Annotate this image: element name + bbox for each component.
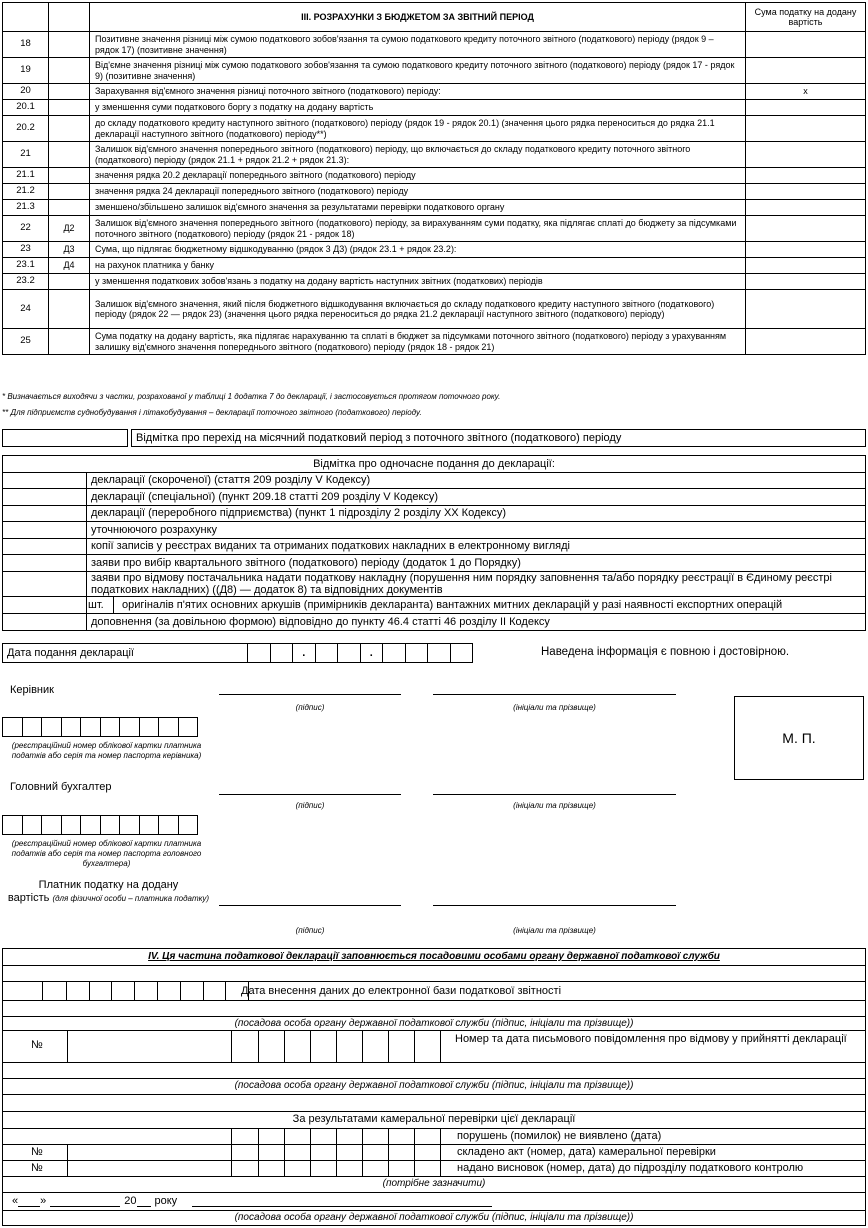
section3-table bbox=[2, 2, 866, 355]
row-sum-value[interactable] bbox=[746, 329, 866, 355]
row-number: 20 bbox=[3, 84, 49, 100]
divider bbox=[3, 1062, 865, 1063]
attachment-label: декларації (скороченої) (стаття 209 розділу V Кодексу) bbox=[87, 472, 866, 489]
row-number: 21.1 bbox=[3, 168, 49, 184]
divider bbox=[3, 1144, 865, 1145]
year-blank[interactable] bbox=[137, 1196, 151, 1207]
manager-name-hint: (ініціали та прізвище) bbox=[513, 703, 596, 712]
attachments-header: Відмітка про одночасне подання до декларації: bbox=[3, 456, 866, 473]
db-date-label: Дата внесення даних до електронної бази податкової звітності bbox=[241, 985, 562, 997]
row-number: 24 bbox=[3, 290, 49, 329]
row-description: до складу податкового кредиту наступного звітного (податкового) періоду (рядок 19 - рядок 20.1) (значення цього рядка переноситься до рядка 21.1 декларації наступного звітного (податкового) періоду**) bbox=[90, 116, 746, 142]
stamp-box: М. П. bbox=[734, 696, 864, 780]
manager-reg-hint: (реєстраційний номер облікової картки платника податків або серія та номер паспорта керівника) bbox=[11, 741, 202, 760]
row-description: Сума податку на додану вартість, яка підлягає нарахуванню та сплаті в бюджет за підсумками поточного звітного (податкового) періоду з урахуванням залишку від'ємного значення попереднього звітного (податкового) періоду (рядок 18 - рядок 21) bbox=[90, 329, 746, 355]
row-description: значення рядка 24 декларації попереднього звітного (податкового) періоду bbox=[90, 184, 746, 200]
accuracy-statement: Наведена інформація є повною і достовірною. bbox=[541, 646, 790, 658]
customs-row bbox=[3, 596, 866, 614]
attachment-label: заяви про вибір квартального звітного (податкового) періоду (додаток 1 до Порядку) bbox=[87, 555, 866, 572]
row-attachment-code bbox=[49, 274, 90, 290]
no-violations-label: порушень (помилок) не виявлено (дата) bbox=[457, 1130, 662, 1142]
divider bbox=[3, 1176, 865, 1177]
row-number: 23 bbox=[3, 242, 49, 258]
attachment-checkbox[interactable] bbox=[3, 505, 87, 522]
payer-label bbox=[6, 879, 211, 905]
row-number: 21.2 bbox=[3, 184, 49, 200]
payer-label-line2 bbox=[6, 892, 211, 905]
divider bbox=[3, 1000, 865, 1001]
attachment-label: копії записів у реєстрах виданих та отриманих податкових накладних в електронному вигляді bbox=[87, 538, 866, 555]
row-description: у зменшення податкових зобов'язань з податку на додану вартість наступних звітних (податкових) періодів bbox=[90, 274, 746, 290]
payer-name-line[interactable] bbox=[433, 905, 676, 906]
refusal-no-label: № bbox=[31, 1039, 43, 1051]
submission-date bbox=[2, 643, 473, 663]
date-sep-dot: . bbox=[293, 644, 316, 663]
customs-count-box[interactable] bbox=[3, 596, 87, 614]
row-sum-value[interactable] bbox=[746, 32, 866, 58]
section3-row bbox=[3, 84, 866, 100]
row-number: 18 bbox=[3, 32, 49, 58]
year-prefix: 20 bbox=[124, 1195, 137, 1207]
section3-title: III. РОЗРАХУНКИ З БЮДЖЕТОМ ЗА ЗВІТНИЙ ПЕРІОД bbox=[90, 3, 746, 32]
accountant-name-hint: (ініціали та прізвище) bbox=[513, 801, 596, 810]
section3-row bbox=[3, 242, 866, 258]
section3-row bbox=[3, 274, 866, 290]
date-cell[interactable] bbox=[450, 644, 473, 663]
manager-signature-line[interactable] bbox=[219, 694, 401, 695]
row-number: 23.2 bbox=[3, 274, 49, 290]
footnote-1: * Визначається виходячи з частки, розрахованої у таблиці 1 додатка 7 до декларації, і застосовується протягом поточного року. bbox=[2, 392, 501, 401]
official-hint-2: (посадова особа органу державної податкової служби (підпис, ініціали та прізвище)) bbox=[234, 1080, 634, 1091]
date-cell[interactable] bbox=[383, 644, 406, 663]
section3-row bbox=[3, 116, 866, 142]
conclusion-no-label: № bbox=[31, 1162, 43, 1174]
row-attachment-code bbox=[49, 58, 90, 84]
row-description: Сума, що підлягає бюджетному відшкодуванню (рядок 3 Д3) (рядок 23.1 + рядок 23.2): bbox=[90, 242, 746, 258]
divider bbox=[3, 1192, 865, 1193]
row-attachment-code bbox=[49, 329, 90, 355]
row-description: на рахунок платника у банку bbox=[90, 258, 746, 274]
row-number: 21.3 bbox=[3, 200, 49, 216]
specify-hint: (потрібне зазначити) bbox=[382, 1178, 486, 1189]
row-attachment-code bbox=[49, 290, 90, 329]
attachment-row bbox=[3, 472, 866, 489]
divider bbox=[3, 1016, 865, 1017]
row-number: 19 bbox=[3, 58, 49, 84]
row-sum-value[interactable] bbox=[746, 168, 866, 184]
submission-date-label: Дата подання декларації bbox=[3, 644, 248, 663]
transition-mark bbox=[2, 429, 866, 447]
act-no-label: № bbox=[31, 1146, 43, 1158]
check-header: За результатами камеральної перевірки цієї декларації bbox=[292, 1113, 576, 1125]
manager-name-line[interactable] bbox=[433, 694, 676, 695]
row-attachment-code bbox=[49, 200, 90, 216]
section3-row bbox=[3, 168, 866, 184]
row-description: Залишок від'ємного значення попереднього звітного (податкового) періоду, за вирахуванням суми податку, яка підлягає сплаті до бюджету за підсумками поточного звітного (податкового) періоду (рядок 21 - рядок 18) bbox=[90, 216, 746, 242]
customs-cell bbox=[87, 596, 866, 614]
customs-unit: шт. bbox=[87, 597, 114, 614]
quote-open: « bbox=[12, 1195, 19, 1207]
attachment-row bbox=[3, 489, 866, 506]
row-description: Позитивне значення різниці між сумою податкового зобов'язання та сумою податкового кредиту поточного звітного (податкового) періоду (рядок 9 – рядок 17) (позитивне значення) bbox=[90, 32, 746, 58]
attachments-items bbox=[3, 472, 866, 596]
row-description: у зменшення суми податкового боргу з податку на додану вартість bbox=[90, 100, 746, 116]
manager-id-boxes[interactable] bbox=[2, 717, 197, 737]
row-sum-value[interactable] bbox=[746, 216, 866, 242]
section3-row bbox=[3, 329, 866, 355]
accountant-signature-line[interactable] bbox=[219, 794, 401, 795]
section3-row bbox=[3, 200, 866, 216]
date-line bbox=[12, 1195, 177, 1207]
row-description: значення рядка 20.2 декларації попереднього звітного (податкового) періоду bbox=[90, 168, 746, 184]
customs-text: оригіналів п'ятих основних аркушів (примірників декларанта) вантажних митних декларацій у разі наявності експортних операцій bbox=[122, 598, 783, 611]
section3-row bbox=[3, 100, 866, 116]
row-description: зменшено/збільшено залишок від'ємного значення за результатами перевірки податкового органу bbox=[90, 200, 746, 216]
attachment-checkbox[interactable] bbox=[3, 489, 87, 506]
attachment-label: уточнюючого розрахунку bbox=[87, 522, 866, 539]
manager-sign-hint: (підпис) bbox=[295, 703, 325, 712]
accountant-label: Головний бухгалтер bbox=[10, 781, 112, 793]
row-attachment-code bbox=[49, 184, 90, 200]
section3-rows bbox=[3, 32, 866, 355]
row-sum-value[interactable] bbox=[746, 58, 866, 84]
attachment-row bbox=[3, 505, 866, 522]
attachment-checkbox[interactable] bbox=[3, 538, 87, 555]
official-signature-line[interactable] bbox=[192, 1206, 492, 1207]
section3-row bbox=[3, 58, 866, 84]
attachment-row-last bbox=[3, 614, 866, 631]
row-sum-value[interactable] bbox=[746, 116, 866, 142]
section3-row bbox=[3, 142, 866, 168]
date-cell[interactable] bbox=[428, 644, 451, 663]
header-blank-1 bbox=[3, 3, 49, 32]
accountant-sign-hint: (підпис) bbox=[295, 801, 325, 810]
row-attachment-code bbox=[49, 32, 90, 58]
date-cell[interactable] bbox=[270, 644, 293, 663]
sum-header: Сума податку на додану вартість bbox=[746, 3, 866, 32]
attachment-label: декларації (переробного підприємства) (пункт 1 підрозділу 2 розділу XX Кодексу) bbox=[87, 505, 866, 522]
row-attachment-code: Д2 bbox=[49, 216, 90, 242]
divider bbox=[3, 965, 865, 966]
section3-row bbox=[3, 216, 866, 242]
attachment-row bbox=[3, 571, 866, 596]
attachment-checkbox[interactable] bbox=[3, 472, 87, 489]
payer-name-hint: (ініціали та прізвище) bbox=[513, 926, 596, 935]
row-sum-value[interactable] bbox=[746, 274, 866, 290]
manager-label: Керівник bbox=[10, 684, 54, 696]
attachment-checkbox-last[interactable] bbox=[3, 614, 87, 631]
accountant-name-line[interactable] bbox=[433, 794, 676, 795]
transition-label: Відмітка про перехід на місячний податковий період з поточного звітного (податкового) періоду bbox=[132, 430, 866, 447]
row-number: 20.1 bbox=[3, 100, 49, 116]
section3-header-row bbox=[3, 3, 866, 32]
payer-note: (для фізичної особи – платника податку) bbox=[52, 894, 210, 903]
section3-row bbox=[3, 184, 866, 200]
row-attachment-code: Д3 bbox=[49, 242, 90, 258]
header-blank-2 bbox=[49, 3, 90, 32]
official-hint-3: (посадова особа органу державної податкової служби (підпис, ініціали та прізвище)) bbox=[234, 1212, 634, 1223]
section3-row bbox=[3, 258, 866, 274]
attachment-label: заяви про відмову постачальника надати податкову накладну (порушення ним порядку заповнення та/або порядку реєстрації в Єдиному реєстрі податкових накладних) ((Д8) — додаток 8) та відповідних документів bbox=[87, 571, 866, 596]
row-attachment-code bbox=[49, 84, 90, 100]
divider bbox=[3, 1111, 865, 1112]
row-attachment-code bbox=[49, 168, 90, 184]
row-attachment-code bbox=[49, 142, 90, 168]
attachment-row bbox=[3, 555, 866, 572]
refusal-cells[interactable] bbox=[67, 1030, 440, 1062]
attachment-checkbox[interactable] bbox=[3, 555, 87, 572]
row-number: 20.2 bbox=[3, 116, 49, 142]
year-suffix: року bbox=[154, 1195, 178, 1207]
official-hint-1: (посадова особа органу державної податкової служби (підпис, ініціали та прізвище)) bbox=[234, 1018, 634, 1029]
date-cell[interactable] bbox=[338, 644, 361, 663]
date-sep-dot: . bbox=[360, 644, 383, 663]
row-description: Залишок від'ємного значення попереднього звітного (податкового) періоду, що включається до складу податкового кредиту поточного звітного (податкового) періоду (рядок 21.1 + рядок 21.2 + рядок 21.3): bbox=[90, 142, 746, 168]
check-cells[interactable] bbox=[231, 1128, 440, 1176]
row-description: Зарахування від'ємного значення різниці поточного звітного (податкового) періоду: bbox=[90, 84, 746, 100]
section4-title: IV. Ця частина податкової декларації заповнюється посадовими особами органу державної податкової служби bbox=[148, 951, 720, 962]
row-number: 23.1 bbox=[3, 258, 49, 274]
row-sum-value[interactable] bbox=[746, 290, 866, 329]
divider bbox=[3, 1078, 865, 1079]
row-sum-value[interactable] bbox=[746, 142, 866, 168]
payer-sign-hint: (підпис) bbox=[295, 926, 325, 935]
divider bbox=[3, 1094, 865, 1095]
row-number: 21 bbox=[3, 142, 49, 168]
quote-close: » bbox=[40, 1195, 47, 1207]
conclusion-label: надано висновок (номер, дата) до підрозділу податкового контролю bbox=[457, 1162, 804, 1174]
row-sum-value[interactable] bbox=[746, 200, 866, 216]
footnote-2: ** Для підприємств суднобудування і літакобудування – декларації поточного звітного (податкового) періоду. bbox=[2, 408, 422, 417]
row-attachment-code bbox=[49, 100, 90, 116]
row-sum-value[interactable] bbox=[746, 242, 866, 258]
attachment-label-last: доповнення (за довільною формою) відповідно до пункту 46.4 статті 46 розділу II Кодексу bbox=[87, 614, 866, 631]
transition-checkbox[interactable] bbox=[3, 430, 128, 447]
row-sum-value[interactable]: x bbox=[746, 84, 866, 100]
row-attachment-code: Д4 bbox=[49, 258, 90, 274]
attachments-table bbox=[2, 455, 866, 631]
payer-signature-line[interactable] bbox=[219, 905, 401, 906]
divider bbox=[3, 1210, 865, 1211]
db-date-cells[interactable] bbox=[42, 981, 248, 1000]
attachment-checkbox[interactable] bbox=[3, 571, 87, 596]
act-label: складено акт (номер, дата) камеральної перевірки bbox=[457, 1146, 716, 1158]
accountant-id-boxes[interactable] bbox=[2, 815, 197, 835]
row-description: Від'ємне значення різниці між сумою податкового зобов'язання та сумою податкового кредиту поточного звітного (податкового) періоду (рядок 17 - рядок 9) (позитивне значення) bbox=[90, 58, 746, 84]
attachment-row bbox=[3, 538, 866, 555]
section3-row bbox=[3, 290, 866, 329]
row-description: Залишок від'ємного значення, який після бюджетного відшкодування включається до складу податкового кредиту наступного звітного (податкового) періоду (рядок 22 — рядок 23) (значення цього рядка переноситься до рядка 21.2 декларації наступного звітного (податкового) періоду) bbox=[90, 290, 746, 329]
payer-label-text: вартість bbox=[7, 892, 50, 904]
attachment-label: декларації (спеціальної) (пункт 209.18 статті 209 розділу V Кодексу) bbox=[87, 489, 866, 506]
row-attachment-code bbox=[49, 116, 90, 142]
date-cell[interactable] bbox=[315, 644, 338, 663]
section4 bbox=[2, 948, 866, 1226]
attachment-checkbox[interactable] bbox=[3, 522, 87, 539]
accountant-reg-hint: (реєстраційний номер облікової картки платника податків або серія та номер паспорта головного бухгалтера) bbox=[11, 839, 202, 868]
row-sum-value[interactable] bbox=[746, 258, 866, 274]
date-cell[interactable] bbox=[248, 644, 271, 663]
payer-label-line1: Платник податку на додану bbox=[38, 879, 179, 891]
refusal-label: Номер та дата письмового повідомлення про відмову у прийнятті декларації bbox=[455, 1033, 847, 1045]
row-sum-value[interactable] bbox=[746, 100, 866, 116]
month-blank[interactable] bbox=[50, 1196, 120, 1207]
divider bbox=[3, 1160, 865, 1161]
row-number: 22 bbox=[3, 216, 49, 242]
date-cell[interactable] bbox=[405, 644, 428, 663]
row-number: 25 bbox=[3, 329, 49, 355]
day-blank[interactable] bbox=[18, 1196, 40, 1207]
attachment-row bbox=[3, 522, 866, 539]
row-sum-value[interactable] bbox=[746, 184, 866, 200]
section3-row bbox=[3, 32, 866, 58]
